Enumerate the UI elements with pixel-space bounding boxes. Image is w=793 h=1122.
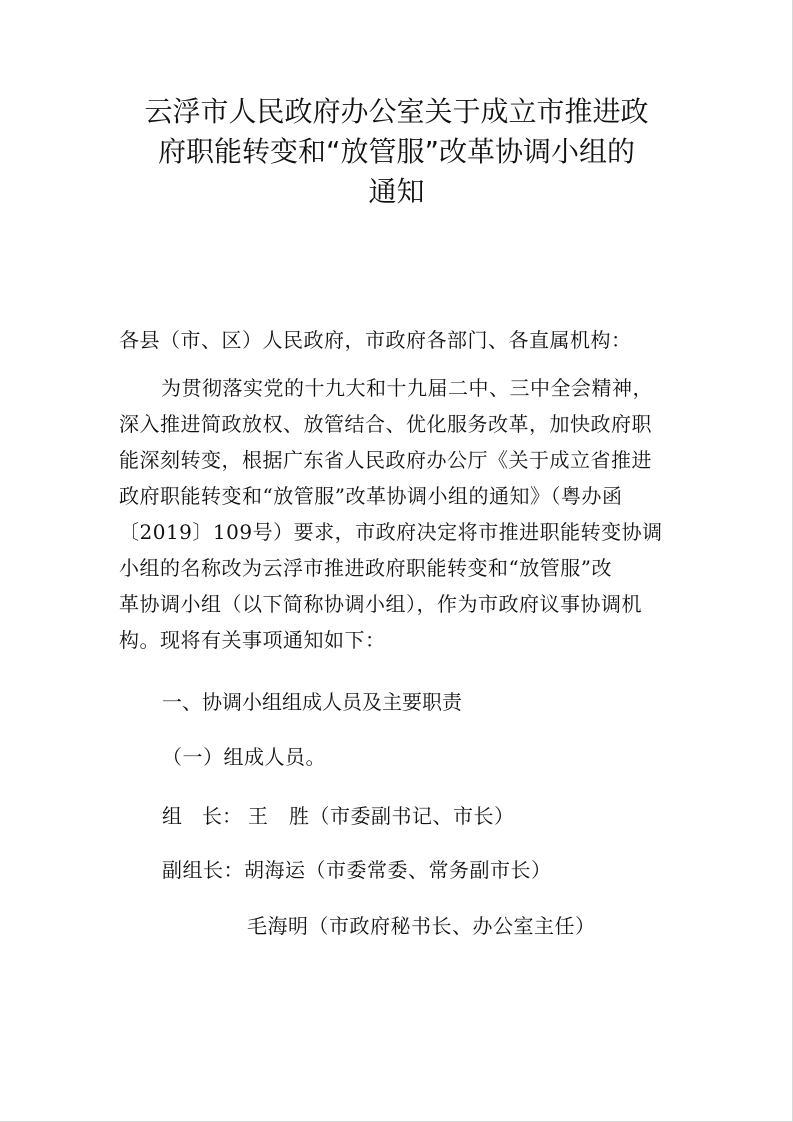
member-title: （市委常委、常务副市长） [305, 858, 552, 882]
paragraph-line: 能深刻转变，根据广东省人民政府办公厅《关于成立省推进 [119, 448, 652, 472]
member-leader [162, 798, 515, 834]
paragraph-line: 〔2019〕109号）要求，市政府决定将市推进职能转变协调 [119, 520, 663, 544]
document-title [100, 92, 693, 212]
intro-paragraph [119, 370, 681, 658]
paragraph-line: 政府职能转变和“放管服”改革协调小组的通知》（粤办函 [119, 484, 623, 508]
member-name: 毛海明 [247, 914, 309, 938]
title-line: 府职能转变和“放管服”改革协调小组的 [157, 135, 635, 168]
paragraph-line: 革协调小组（以下简称协调小组），作为市政府议事协调机 [119, 592, 642, 616]
sub-heading: （一）组成人员。 [162, 745, 326, 769]
member-role: 副组长： [162, 858, 244, 882]
section-heading: 一、协调小组组成人员及主要职责 [162, 690, 462, 714]
title-line: 通知 [368, 175, 425, 208]
paragraph-line: 深入推进简政放权、放管结合、优化服务改革，加快政府职 [119, 412, 652, 436]
paragraph-line: 构。现将有关事项通知如下： [119, 628, 386, 652]
member-name: 王 胜 [248, 804, 310, 828]
salutation: 各县（市、区）人民政府，市政府各部门、各直属机构： [119, 328, 632, 352]
paragraph-line: 为贯彻落实党的十九大和十九届二中、三中全会精神， [161, 376, 653, 400]
title-line: 云浮市人民政府办公室关于成立市推进政 [144, 95, 649, 128]
member-title: （市政府秘书长、办公室主任） [308, 914, 596, 938]
member-name: 胡海运 [244, 858, 306, 882]
member-role: 组 长： [162, 804, 242, 828]
paragraph-line: 小组的名称改为云浮市推进政府职能转变和“放管服”改 [119, 556, 612, 580]
member-title: （市委副书记、市长） [309, 804, 515, 828]
member-deputy [162, 852, 552, 888]
member-deputy [247, 908, 596, 944]
